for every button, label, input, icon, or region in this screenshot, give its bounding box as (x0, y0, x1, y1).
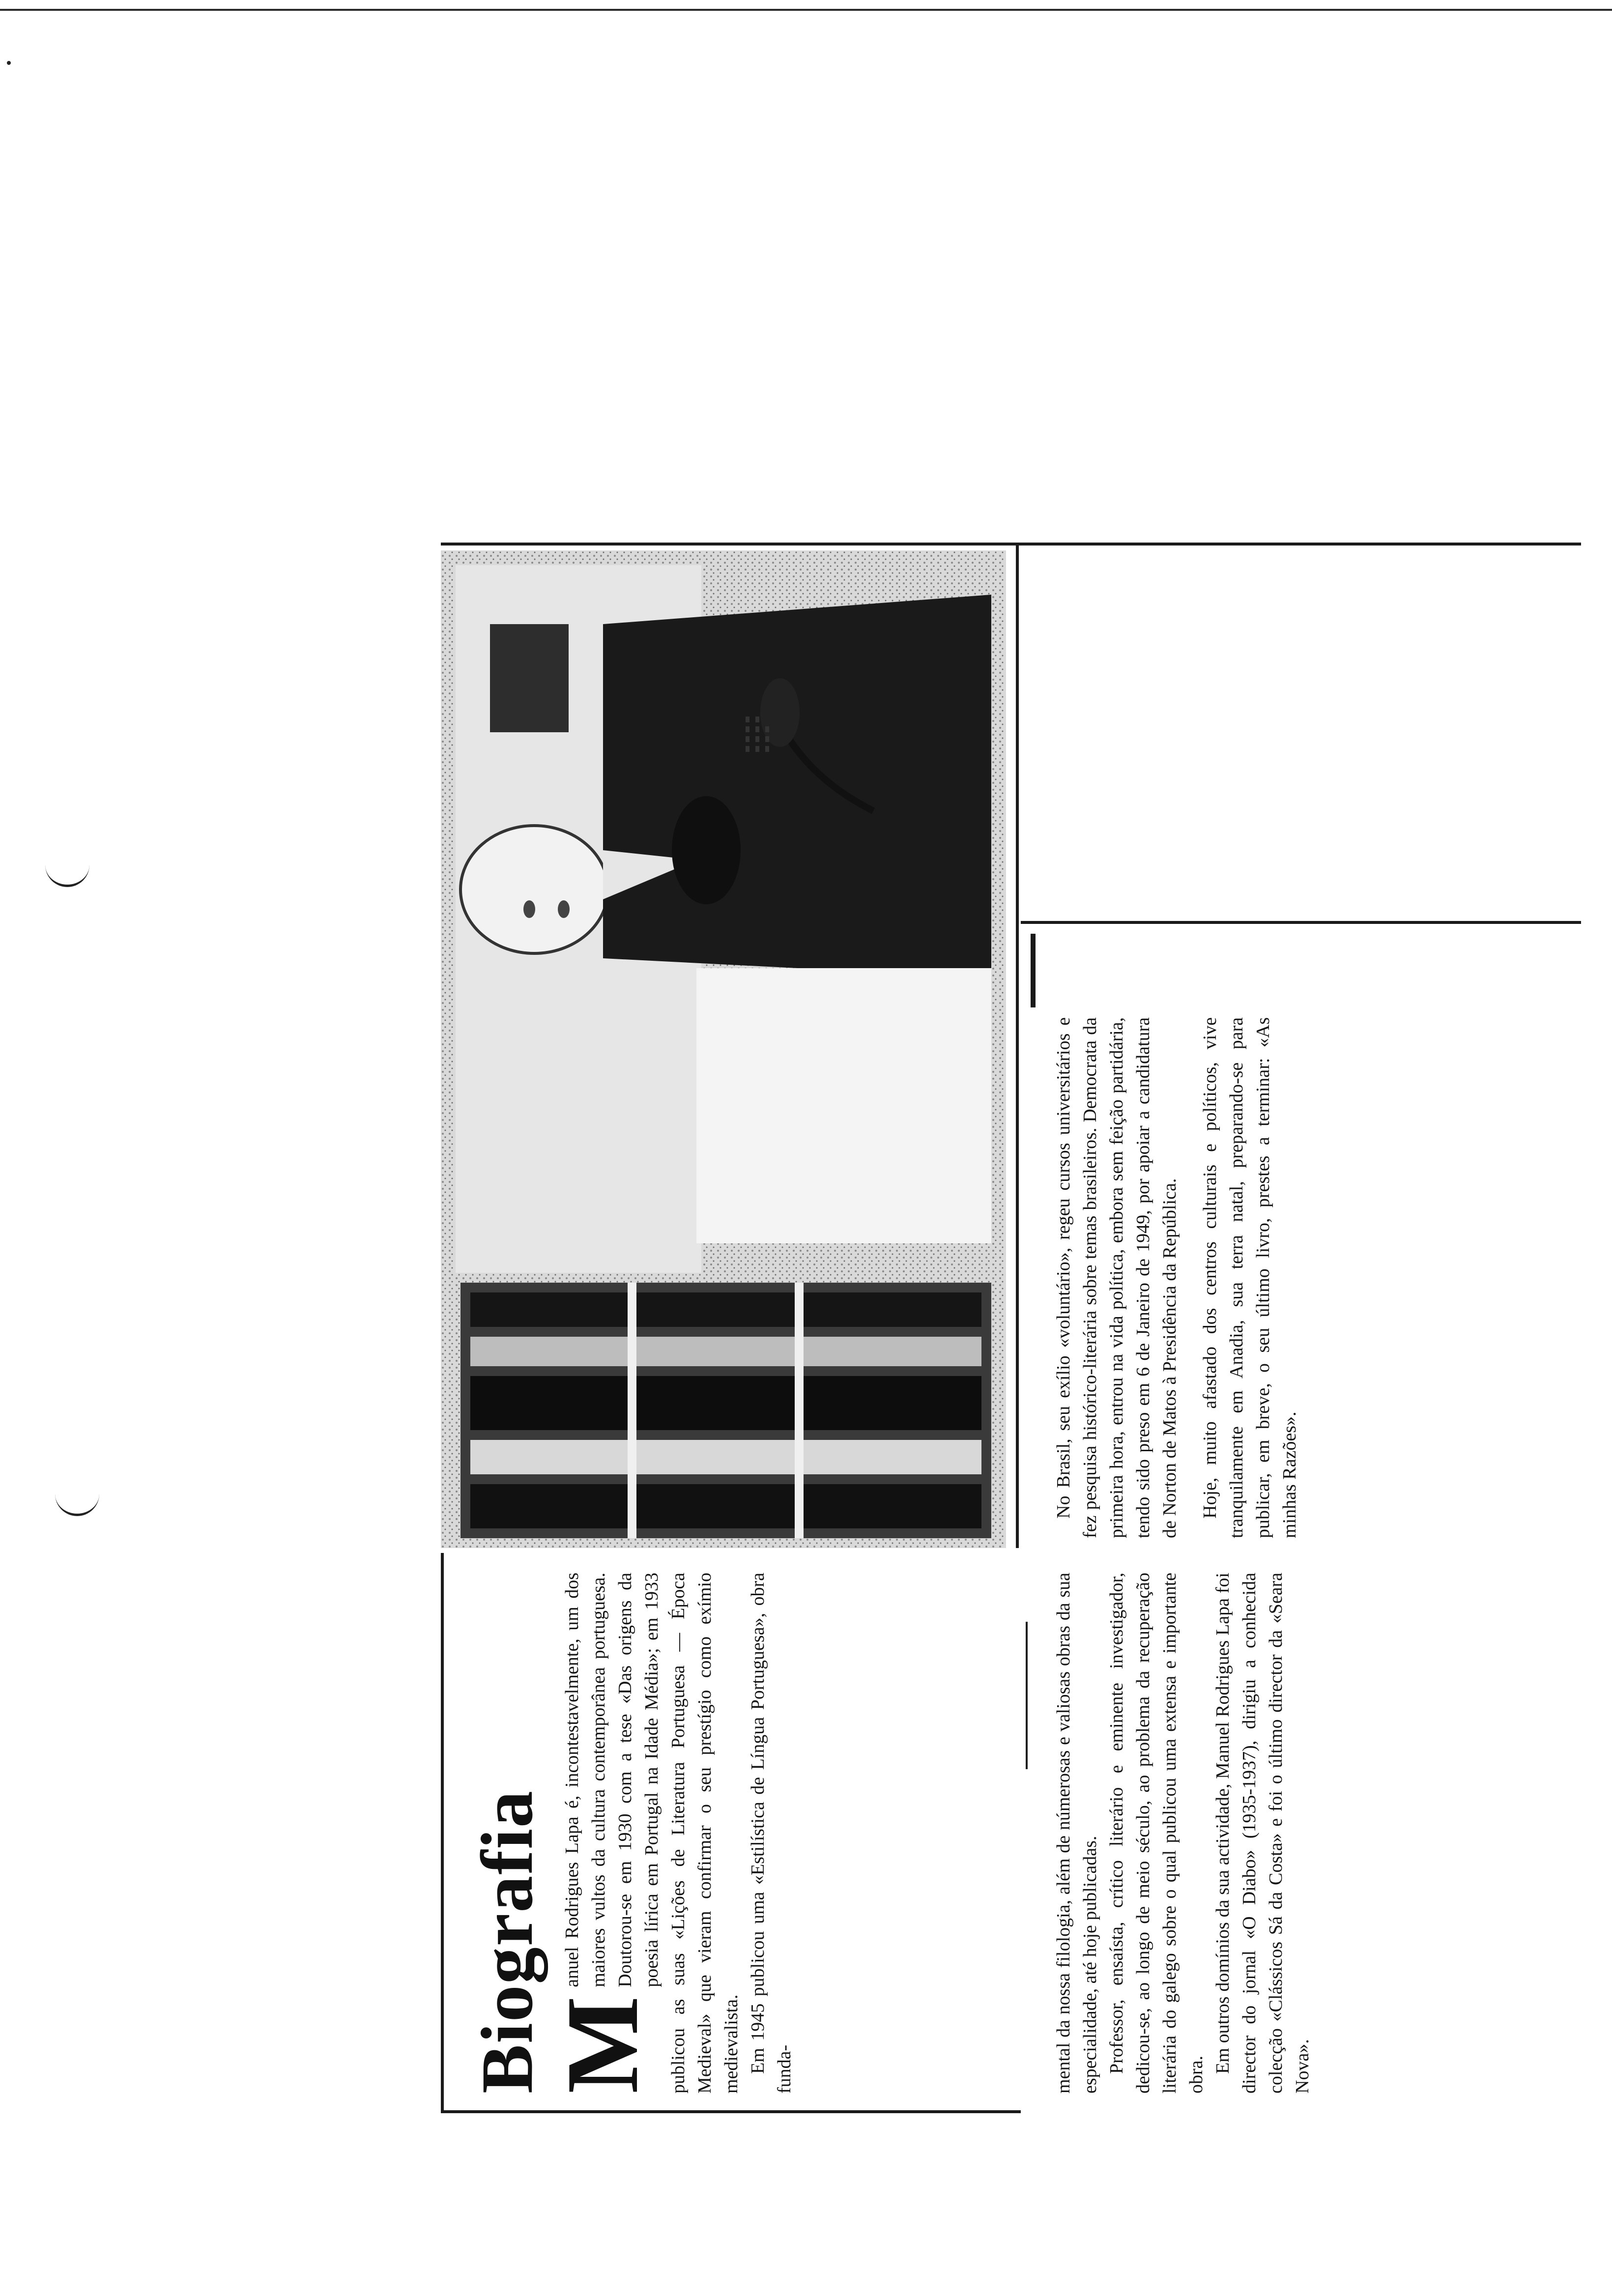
photo-rule-bottom (1016, 545, 1019, 1548)
column-divider-rule (1026, 1622, 1028, 1769)
intro-paragraph: anuel Rodrigues Lapa é, incontestavelmente, um dos maiores vultos da cultura contemporânea portuguesa. Doutorou-se em 1930 com a tese «Das origens da poesia lírica em Portugal na Idade Média»; em 1933 publicou as suas «Lições de Literatura Portuguesa — Época Medieval» que vieram confirmar o seu prestígio como exímio medievalista. (562, 1573, 742, 2094)
frame-rule-right (441, 543, 1581, 545)
newspaper-clipping (441, 482, 1581, 2113)
column-right-text (1050, 1017, 1303, 1538)
frame-rule-column-end (1021, 921, 1581, 924)
column-paragraph: mental da nossa filologia, além de númerosas e valiosas obras da sua especialidade, até hoje publicadas. (1053, 1573, 1100, 2094)
page-top-rule (0, 9, 1612, 11)
frame-rule-left (441, 2110, 1021, 2113)
drop-cap: M (546, 1996, 660, 2094)
column-paragraph: Em outros domínios da sua actividade, Manuel Rodrigues Lapa foi director do jornal «O Diabo» (1935-1937), dirigiu a conhecida colecção «Clássicos Sá da Costa» e foi o último director da «Seara Nova». (1212, 1573, 1313, 2094)
punch-hole-mark-upper (45, 865, 89, 887)
portrait-photo (441, 550, 1006, 1548)
text-column-area (441, 1548, 1581, 2113)
intro-paragraphs (546, 1573, 798, 2094)
column-paragraph: Professor, ensaísta, crítico literário e eminente investigador, dedicou-se, ao longo de meio século, ao problema da recuperação literária do galego sobre o qual publicou uma extensa e importante obra. (1106, 1573, 1207, 2094)
column-marker-bar (1031, 934, 1036, 1007)
intro-paragraph: Em 1945 publicou uma «Estilística de Língua Portuguesa», obra funda- (748, 1573, 795, 2094)
frame-rule-top (441, 1553, 444, 2113)
column-left-text (1050, 1573, 1316, 2094)
punch-hole-mark-lower (55, 1494, 99, 1516)
article-headline: Biografia (466, 1790, 548, 2094)
column-paragraph: No Brasil, seu exílio «voluntário», regeu cursos universitários e fez pesquisa histórico-literária sobre temas brasileiros. Democrata da primeira hora, entrou na vida política, embora sem feição partidária, tendo sido preso em 6 de Janeiro de 1949, por apoiar a candidatura de Norton de Matos à Presidência da República. (1053, 1017, 1180, 1538)
column-paragraph: Hoje, muito afastado dos centros culturais e políticos, vive tranquilamente em Anadia, sua terra natal, preparando-se para publicar, em breve, o seu último livro, prestes a terminar: «As minhas Razões». (1200, 1017, 1300, 1538)
scan-speck (7, 61, 11, 65)
